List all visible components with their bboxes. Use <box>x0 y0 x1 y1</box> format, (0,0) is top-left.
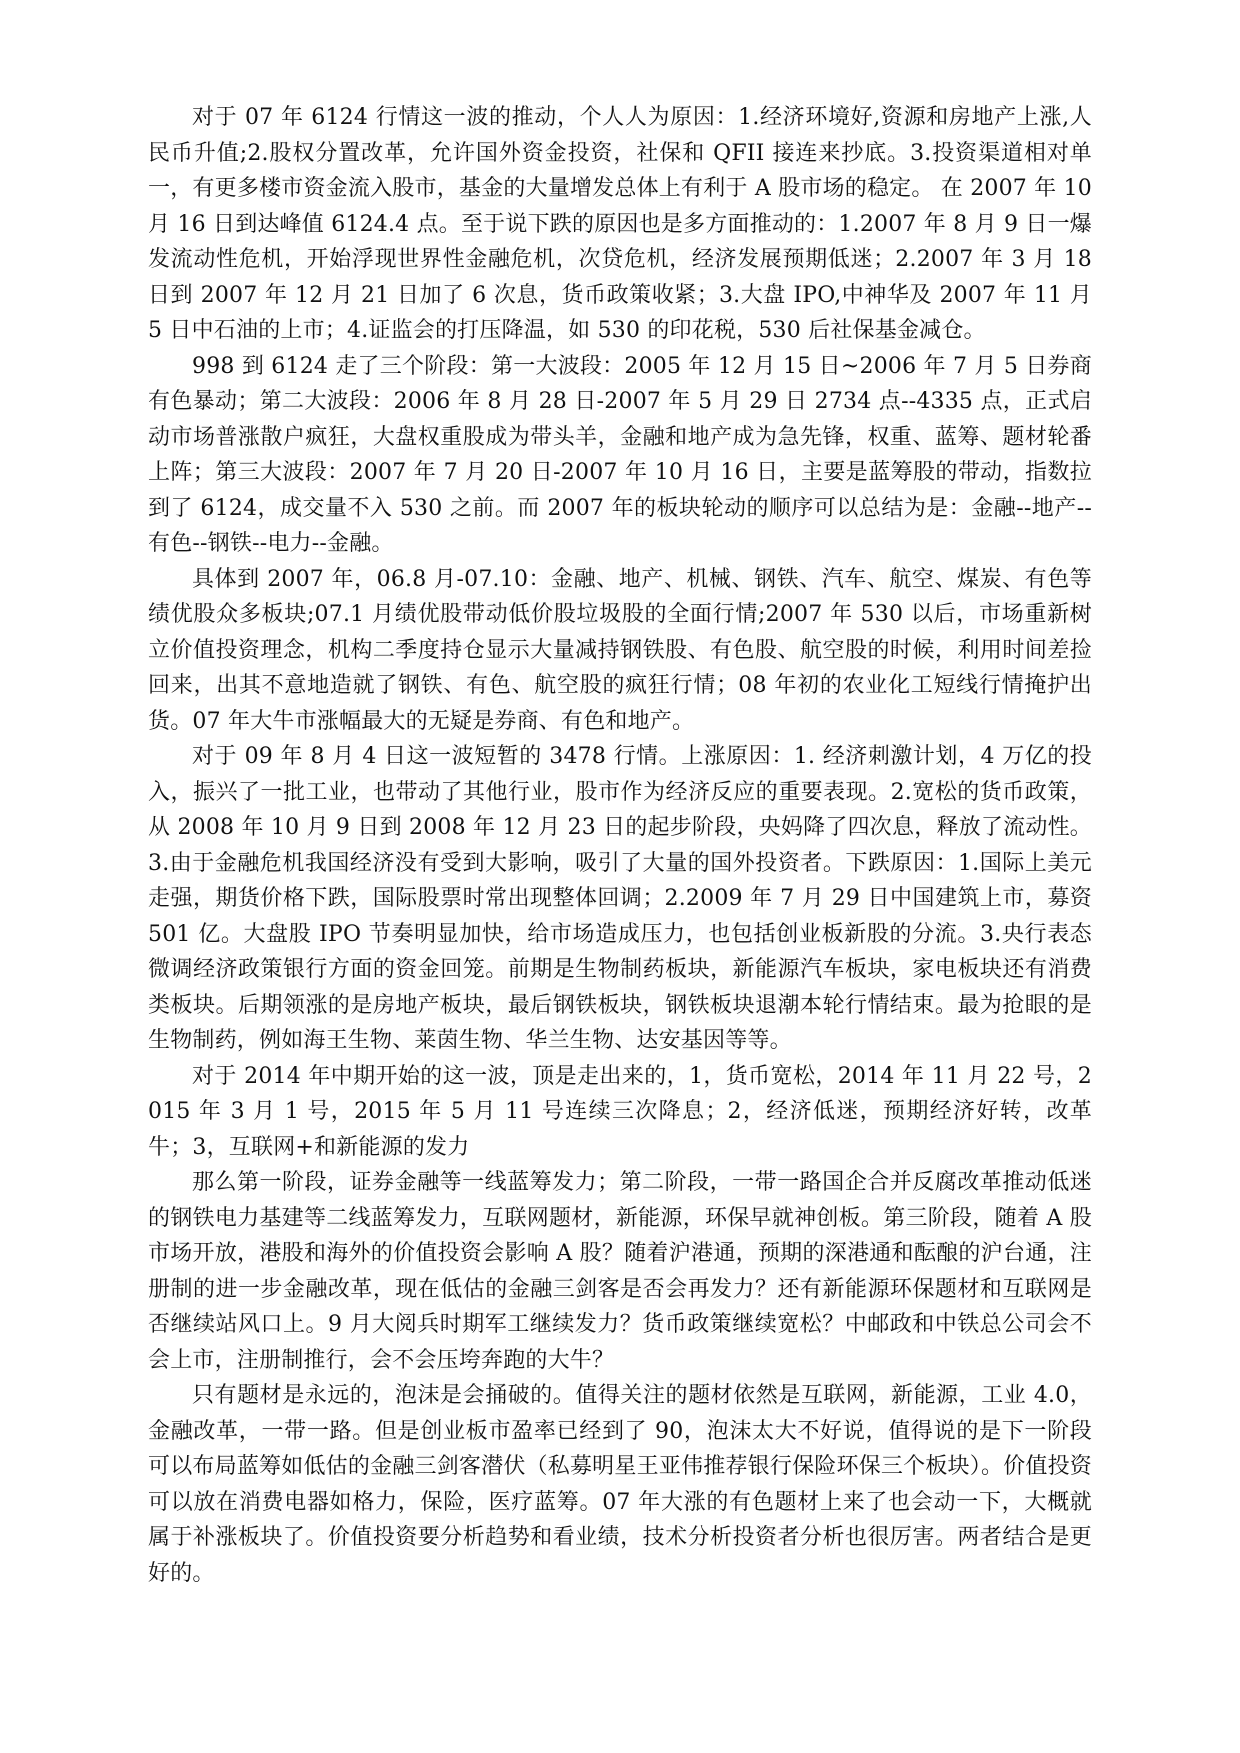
paragraph-2007-sectors: 具体到 2007 年，06.8 月-07.10：金融、地产、机械、钢铁、汽车、航空、煤炭、有色等绩优股众多板块;07.1 月绩优股带动低价股垃圾股的全面行情;2007 年 530 以后，市场重新树立价值投资理念，机构二季度持仓显示大量减持钢铁股、有色股、航空股的时候，利用时间差捡回来，出其不意地造就了钢铁、有色、航空股的疯狂行情；08 年初的农业化工短线行情掩护出货。07 年大牛市涨幅最大的无疑是券商、有色和地产。 <box>148 566 1092 734</box>
paragraph-2014-wave: 对于 2014 年中期开始的这一波，顶是走出来的，1，货币宽松，2014 年 11 月 22 号，2015 年 3 月 1 号，2015 年 5 月 11 号连续三次降息；2，经济低迷，预期经济好转，改革牛；3，互联网+和新能源的发力 <box>148 1063 1092 1160</box>
paragraph-2009-rally: 对于 09 年 8 月 4 日这一波短暂的 3478 行情。上涨原因：1. 经济刺激计划，4 万亿的投入，振兴了一批工业，也带动了其他行业，股市作为经济反应的重要表现。2.宽松的货币政策，从 2008 年 10 月 9 日到 2008 年 12 月 23 日的起步阶段，央妈降了四次息，释放了流动性。3.由于金融危机我国经济没有受到大影响，吸引了大量的国外投资者。下跌原因：1.国际上美元走强，期货价格下跌，国际股票时常出现整体回调；2.2009 年 7 月 29 日中国建筑上市，募资 501 亿。大盘股 IPO 节奏明显加快，给市场造成压力，也包括创业板新股的分流。3.央行表态微调经济政策银行方面的资金回笼。前期是生物制药板块，新能源汽车板块，家电板块还有消费类板块。后期领涨的是房地产板块，最后钢铁板块，钢铁板块退潮本轮行情结束。最为抢眼的是生物制药，例如海王生物、莱茵生物、华兰生物、达安基因等等。 <box>148 744 1092 1053</box>
paragraph-2007-bull-market: 对于 07 年 6124 行情这一波的推动，个人人为原因：1.经济环境好,资源和房地产上涨,人民币升值;2.股权分置改革，允许国外资金投资，社保和 QFII 接连来抄底。3.投资渠道相对单一，有更多楼市资金流入股市，基金的大量增发总体上有利于 A 股市场的稳定。 在 2007 年 10 月 16 日到达峰值 6124.4 点。至于说下跌的原因也是多方面推动的：1.2007 年 8 月 9 日一爆发流动性危机，开始浮现世界性金融危机，次贷危机，经济发展预期低迷；2.2007 年 3 月 18 日到 2007 年 12 月 21 日加了 6 次息，货币政策收紧；3.大盘 IPO,中神华及 2007 年 11 月 5 日中石油的上市；4.证监会的打压降温，如 530 的印花税，530 后社保基金减仓。 <box>148 105 1092 343</box>
paragraph-three-stages: 998 到 6124 走了三个阶段：第一大波段：2005 年 12 月 15 日~2006 年 7 月 5 日券商有色暴动；第二大波段：2006 年 8 月 28 日-2007 年 5 月 29 日 2734 点--4335 点，正式启动市场普涨散户疯狂，大盘权重股成为带头羊，金融和地产成为急先锋，权重、蓝筹、题材轮番上阵；第三大波段：2007 年 7 月 20 日-2007 年 10 月 16 日，主要是蓝筹股的带动，指数拉到了 6124，成交量不入 530 之前。而 2007 年的板块轮动的顺序可以总结为是：金融--地产--有色--钢铁--电力--金融。 <box>148 353 1092 556</box>
document-page <box>148 100 1092 1591</box>
paragraph-stage-outlook: 那么第一阶段，证券金融等一线蓝筹发力；第二阶段，一带一路国企合并反腐改革推动低迷的钢铁电力基建等二线蓝筹发力，互联网题材，新能源，环保早就神创板。第三阶段，随着 A 股市场开放，港股和海外的价值投资会影响 A 股？随着沪港通，预期的深港通和酝酿的沪台通，注册制的进一步金融改革，现在低估的金融三剑客是否会再发力？还有新能源环保题材和互联网是否继续站风口上。9 月大阅兵时期军工继续发力？货币政策继续宽松？中邮政和中铁总公司会不会上市，注册制推行，会不会压垮奔跑的大牛？ <box>148 1170 1092 1373</box>
paragraph-themes-conclusion: 只有题材是永远的，泡沫是会捅破的。值得关注的题材依然是互联网，新能源，工业 4.0，金融改革，一带一路。但是创业板市盈率已经到了 90，泡沫太大不好说，值得说的是下一阶段可以布局蓝筹如低估的金融三剑客潜伏（私募明星王亚伟推荐银行保险环保三个板块）。价值投资可以放在消费电器如格力，保险，医疗蓝筹。07 年大涨的有色题材上来了也会动一下，大概就属于补涨板块了。价值投资要分析趋势和看业绩，技术分析投资者分析也很厉害。两者结合是更好的。 <box>148 1383 1092 1586</box>
